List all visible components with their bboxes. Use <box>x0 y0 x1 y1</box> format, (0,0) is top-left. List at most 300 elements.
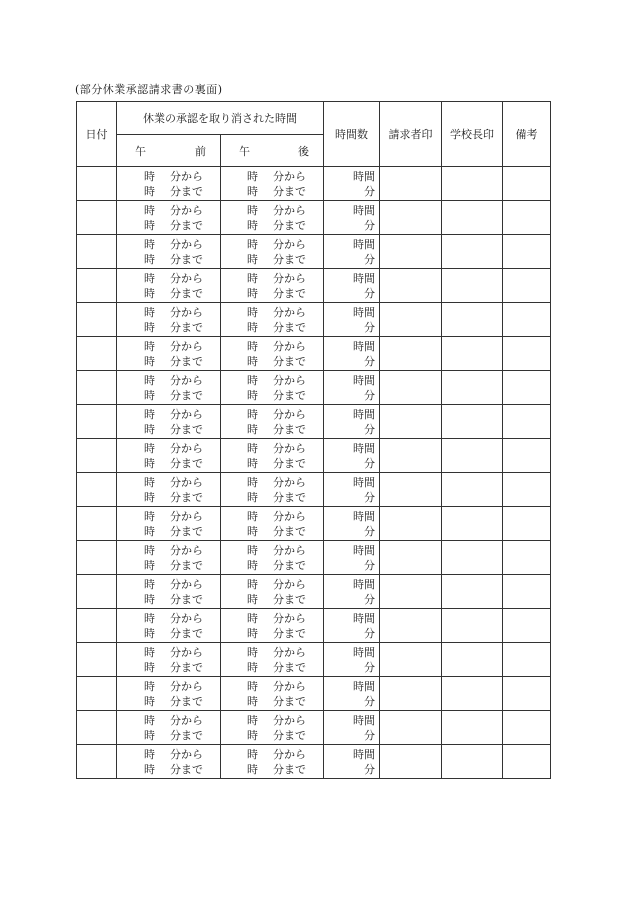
requester-seal-cell[interactable] <box>380 541 442 575</box>
until-label: 分まで <box>273 524 306 538</box>
hour-label: 時 <box>144 762 155 776</box>
pm-time-cell[interactable] <box>221 337 324 371</box>
pm-time-cell[interactable] <box>221 643 324 677</box>
from-label: 分から <box>273 441 306 455</box>
hours-label: 時間 <box>353 203 375 217</box>
hours-label: 時間 <box>353 441 375 455</box>
date-cell[interactable] <box>77 711 117 745</box>
from-label: 分から <box>170 203 203 217</box>
date-cell[interactable] <box>77 473 117 507</box>
am-time-cell[interactable] <box>117 439 221 473</box>
hour-label: 時 <box>247 660 258 674</box>
principal-seal-cell[interactable] <box>442 167 503 201</box>
from-label: 分から <box>273 475 306 489</box>
requester-seal-cell[interactable] <box>380 303 442 337</box>
until-label: 分まで <box>170 388 203 402</box>
date-cell[interactable] <box>77 609 117 643</box>
hour-label: 時 <box>247 320 258 334</box>
am-time-cell[interactable] <box>117 541 221 575</box>
from-label: 分から <box>170 237 203 251</box>
from-label: 分から <box>273 271 306 285</box>
principal-seal-cell[interactable] <box>442 609 503 643</box>
remarks-cell[interactable] <box>503 507 551 541</box>
requester-seal-cell[interactable] <box>380 677 442 711</box>
am-time-cell[interactable] <box>117 269 221 303</box>
form-rows <box>77 167 551 779</box>
hour-label: 時 <box>144 271 155 285</box>
hour-label: 時 <box>247 509 258 523</box>
hour-label: 時 <box>247 611 258 625</box>
hour-label: 時 <box>144 169 155 183</box>
hour-label: 時 <box>144 286 155 300</box>
remarks-cell[interactable] <box>503 643 551 677</box>
hour-label: 時 <box>247 694 258 708</box>
pm-time-cell[interactable] <box>221 269 324 303</box>
am-time-cell[interactable] <box>117 303 221 337</box>
hour-label: 時 <box>247 237 258 251</box>
pm-time-cell[interactable] <box>221 507 324 541</box>
hour-label: 時 <box>144 524 155 538</box>
until-label: 分まで <box>170 728 203 742</box>
minutes-label: 分 <box>364 660 375 674</box>
principal-seal-cell[interactable] <box>442 235 503 269</box>
table-row <box>77 473 551 507</box>
hour-label: 時 <box>144 218 155 232</box>
pm-time-cell[interactable] <box>221 473 324 507</box>
minutes-label: 分 <box>364 592 375 606</box>
table-row <box>77 677 551 711</box>
from-label: 分から <box>273 373 306 387</box>
principal-seal-cell[interactable] <box>442 269 503 303</box>
pm-time-cell[interactable] <box>221 167 324 201</box>
from-label: 分から <box>170 373 203 387</box>
hour-label: 時 <box>247 218 258 232</box>
table-row <box>77 507 551 541</box>
from-label: 分から <box>273 747 306 761</box>
am-time-cell[interactable] <box>117 643 221 677</box>
date-cell[interactable] <box>77 371 117 405</box>
minutes-label: 分 <box>364 694 375 708</box>
hours-cell[interactable] <box>324 167 380 201</box>
from-label: 分から <box>170 305 203 319</box>
requester-seal-cell[interactable] <box>380 711 442 745</box>
pm-time-cell[interactable] <box>221 303 324 337</box>
hour-label: 時 <box>247 475 258 489</box>
principal-seal-cell[interactable] <box>442 371 503 405</box>
principal-seal-cell[interactable] <box>442 473 503 507</box>
requester-seal-cell[interactable] <box>380 201 442 235</box>
until-label: 分まで <box>170 320 203 334</box>
hours-cell[interactable] <box>324 201 380 235</box>
principal-seal-cell[interactable] <box>442 643 503 677</box>
date-cell[interactable] <box>77 405 117 439</box>
hours-cell[interactable] <box>324 269 380 303</box>
until-label: 分まで <box>170 354 203 368</box>
table-row <box>77 711 551 745</box>
pm-time-cell[interactable] <box>221 541 324 575</box>
requester-seal-cell[interactable] <box>380 235 442 269</box>
header-hours: 時間数 <box>324 102 380 167</box>
hours-cell[interactable] <box>324 337 380 371</box>
date-cell[interactable] <box>77 541 117 575</box>
hour-label: 時 <box>144 320 155 334</box>
until-label: 分まで <box>273 558 306 572</box>
am-time-cell[interactable] <box>117 337 221 371</box>
from-label: 分から <box>273 645 306 659</box>
hour-label: 時 <box>247 441 258 455</box>
until-label: 分まで <box>273 762 306 776</box>
pm-time-cell[interactable] <box>221 677 324 711</box>
remarks-cell[interactable] <box>503 303 551 337</box>
pm-time-cell[interactable] <box>221 575 324 609</box>
hours-cell[interactable] <box>324 575 380 609</box>
hours-cell[interactable] <box>324 711 380 745</box>
until-label: 分まで <box>273 388 306 402</box>
hour-label: 時 <box>247 592 258 606</box>
hour-label: 時 <box>247 407 258 421</box>
minutes-label: 分 <box>364 490 375 504</box>
hour-label: 時 <box>247 762 258 776</box>
hour-label: 時 <box>247 339 258 353</box>
principal-seal-cell[interactable] <box>442 507 503 541</box>
am-time-cell[interactable] <box>117 507 221 541</box>
hour-label: 時 <box>247 169 258 183</box>
principal-seal-cell[interactable] <box>442 575 503 609</box>
until-label: 分まで <box>170 762 203 776</box>
remarks-cell[interactable] <box>503 473 551 507</box>
date-cell[interactable] <box>77 167 117 201</box>
table-row <box>77 575 551 609</box>
hours-cell[interactable] <box>324 643 380 677</box>
from-label: 分から <box>273 203 306 217</box>
until-label: 分まで <box>273 354 306 368</box>
hour-label: 時 <box>144 558 155 572</box>
header-am <box>117 135 221 167</box>
hour-label: 時 <box>144 713 155 727</box>
hour-label: 時 <box>247 626 258 640</box>
until-label: 分まで <box>170 592 203 606</box>
remarks-cell[interactable] <box>503 439 551 473</box>
until-label: 分まで <box>170 286 203 300</box>
date-cell[interactable] <box>77 575 117 609</box>
hours-label: 時間 <box>353 679 375 693</box>
partial-leave-cancel-table <box>76 101 551 779</box>
hours-cell[interactable] <box>324 541 380 575</box>
hour-label: 時 <box>247 286 258 300</box>
hour-label: 時 <box>247 388 258 402</box>
table-row <box>77 337 551 371</box>
hour-label: 時 <box>144 252 155 266</box>
hour-label: 時 <box>247 713 258 727</box>
from-label: 分から <box>170 475 203 489</box>
table-row <box>77 167 551 201</box>
hour-label: 時 <box>144 203 155 217</box>
hour-label: 時 <box>144 407 155 421</box>
remarks-cell[interactable] <box>503 575 551 609</box>
am-time-cell[interactable] <box>117 609 221 643</box>
table-row <box>77 269 551 303</box>
minutes-label: 分 <box>364 762 375 776</box>
minutes-label: 分 <box>364 388 375 402</box>
hour-label: 時 <box>144 441 155 455</box>
hour-label: 時 <box>144 543 155 557</box>
hours-cell[interactable] <box>324 677 380 711</box>
pm-time-cell[interactable] <box>221 439 324 473</box>
principal-seal-cell[interactable] <box>442 337 503 371</box>
hour-label: 時 <box>247 679 258 693</box>
am-time-cell[interactable] <box>117 711 221 745</box>
header-pm-left: 午 <box>239 144 250 158</box>
requester-seal-cell[interactable] <box>380 405 442 439</box>
hours-label: 時間 <box>353 611 375 625</box>
hours-label: 時間 <box>353 339 375 353</box>
requester-seal-cell[interactable] <box>380 269 442 303</box>
table-row <box>77 609 551 643</box>
requester-seal-cell[interactable] <box>380 473 442 507</box>
remarks-cell[interactable] <box>503 711 551 745</box>
requester-seal-cell[interactable] <box>380 167 442 201</box>
principal-seal-cell[interactable] <box>442 303 503 337</box>
minutes-label: 分 <box>364 558 375 572</box>
pm-time-cell[interactable] <box>221 235 324 269</box>
hour-label: 時 <box>144 490 155 504</box>
hour-label: 時 <box>247 524 258 538</box>
hour-label: 時 <box>144 456 155 470</box>
remarks-cell[interactable] <box>503 167 551 201</box>
hours-cell[interactable] <box>324 473 380 507</box>
hour-label: 時 <box>144 611 155 625</box>
from-label: 分から <box>273 577 306 591</box>
am-time-cell[interactable] <box>117 745 221 779</box>
hours-cell[interactable] <box>324 609 380 643</box>
hours-cell[interactable] <box>324 303 380 337</box>
header-canceled-time: 休業の承認を取り消された時間 <box>117 102 324 135</box>
remarks-cell[interactable] <box>503 677 551 711</box>
date-cell[interactable] <box>77 677 117 711</box>
from-label: 分から <box>170 713 203 727</box>
until-label: 分まで <box>170 456 203 470</box>
date-cell[interactable] <box>77 201 117 235</box>
date-cell[interactable] <box>77 745 117 779</box>
am-time-cell[interactable] <box>117 677 221 711</box>
pm-time-cell[interactable] <box>221 371 324 405</box>
header-principal-seal: 学校長印 <box>442 102 503 167</box>
from-label: 分から <box>170 577 203 591</box>
remarks-cell[interactable] <box>503 235 551 269</box>
until-label: 分まで <box>273 660 306 674</box>
hour-label: 時 <box>144 339 155 353</box>
header-remarks: 備考 <box>503 102 551 167</box>
until-label: 分まで <box>273 456 306 470</box>
header-pm-right: 後 <box>298 144 309 158</box>
date-cell[interactable] <box>77 303 117 337</box>
form-caption: (部分休業承認請求書の裏面) <box>75 83 223 96</box>
from-label: 分から <box>170 169 203 183</box>
date-cell[interactable] <box>77 507 117 541</box>
remarks-cell[interactable] <box>503 745 551 779</box>
remarks-cell[interactable] <box>503 371 551 405</box>
until-label: 分まで <box>170 252 203 266</box>
hour-label: 時 <box>247 577 258 591</box>
until-label: 分まで <box>170 422 203 436</box>
hour-label: 時 <box>144 592 155 606</box>
hour-label: 時 <box>144 645 155 659</box>
requester-seal-cell[interactable] <box>380 439 442 473</box>
hours-cell[interactable] <box>324 507 380 541</box>
hour-label: 時 <box>144 237 155 251</box>
minutes-label: 分 <box>364 626 375 640</box>
hours-cell[interactable] <box>324 439 380 473</box>
from-label: 分から <box>170 509 203 523</box>
remarks-cell[interactable] <box>503 201 551 235</box>
until-label: 分まで <box>170 626 203 640</box>
pm-time-cell[interactable] <box>221 405 324 439</box>
hours-label: 時間 <box>353 509 375 523</box>
date-cell[interactable] <box>77 269 117 303</box>
until-label: 分まで <box>170 218 203 232</box>
am-time-cell[interactable] <box>117 405 221 439</box>
hours-label: 時間 <box>353 169 375 183</box>
date-cell[interactable] <box>77 235 117 269</box>
remarks-cell[interactable] <box>503 337 551 371</box>
requester-seal-cell[interactable] <box>380 745 442 779</box>
principal-seal-cell[interactable] <box>442 405 503 439</box>
principal-seal-cell[interactable] <box>442 541 503 575</box>
hours-label: 時間 <box>353 475 375 489</box>
hour-label: 時 <box>247 252 258 266</box>
from-label: 分から <box>273 509 306 523</box>
minutes-label: 分 <box>364 728 375 742</box>
hour-label: 時 <box>144 354 155 368</box>
am-time-cell[interactable] <box>117 371 221 405</box>
requester-seal-cell[interactable] <box>380 371 442 405</box>
hour-label: 時 <box>144 660 155 674</box>
pm-time-cell[interactable] <box>221 711 324 745</box>
minutes-label: 分 <box>364 456 375 470</box>
pm-time-cell[interactable] <box>221 745 324 779</box>
am-time-cell[interactable] <box>117 167 221 201</box>
hour-label: 時 <box>247 543 258 557</box>
requester-seal-cell[interactable] <box>380 337 442 371</box>
am-time-cell[interactable] <box>117 235 221 269</box>
principal-seal-cell[interactable] <box>442 745 503 779</box>
am-time-cell[interactable] <box>117 473 221 507</box>
until-label: 分まで <box>273 728 306 742</box>
until-label: 分まで <box>273 422 306 436</box>
hour-label: 時 <box>144 728 155 742</box>
pm-time-cell[interactable] <box>221 609 324 643</box>
hours-label: 時間 <box>353 271 375 285</box>
hour-label: 時 <box>247 645 258 659</box>
principal-seal-cell[interactable] <box>442 677 503 711</box>
remarks-cell[interactable] <box>503 609 551 643</box>
hour-label: 時 <box>144 422 155 436</box>
hour-label: 時 <box>247 490 258 504</box>
principal-seal-cell[interactable] <box>442 201 503 235</box>
hour-label: 時 <box>247 203 258 217</box>
hour-label: 時 <box>144 747 155 761</box>
from-label: 分から <box>273 339 306 353</box>
hour-label: 時 <box>247 747 258 761</box>
until-label: 分まで <box>170 660 203 674</box>
hour-label: 時 <box>144 305 155 319</box>
table-row <box>77 643 551 677</box>
until-label: 分まで <box>273 320 306 334</box>
date-cell[interactable] <box>77 643 117 677</box>
minutes-label: 分 <box>364 354 375 368</box>
hour-label: 時 <box>247 422 258 436</box>
until-label: 分まで <box>170 694 203 708</box>
hours-label: 時間 <box>353 577 375 591</box>
hour-label: 時 <box>144 373 155 387</box>
table-row <box>77 541 551 575</box>
hours-label: 時間 <box>353 713 375 727</box>
table-row <box>77 371 551 405</box>
hour-label: 時 <box>247 271 258 285</box>
hour-label: 時 <box>247 456 258 470</box>
hours-cell[interactable] <box>324 371 380 405</box>
header-am-left: 午 <box>135 144 146 158</box>
from-label: 分から <box>170 611 203 625</box>
from-label: 分から <box>273 305 306 319</box>
date-cell[interactable] <box>77 337 117 371</box>
minutes-label: 分 <box>364 524 375 538</box>
from-label: 分から <box>273 679 306 693</box>
hour-label: 時 <box>247 305 258 319</box>
table-row <box>77 745 551 779</box>
date-cell[interactable] <box>77 439 117 473</box>
until-label: 分まで <box>273 626 306 640</box>
hours-cell[interactable] <box>324 235 380 269</box>
hours-label: 時間 <box>353 237 375 251</box>
minutes-label: 分 <box>364 252 375 266</box>
requester-seal-cell[interactable] <box>380 643 442 677</box>
principal-seal-cell[interactable] <box>442 439 503 473</box>
requester-seal-cell[interactable] <box>380 507 442 541</box>
minutes-label: 分 <box>364 184 375 198</box>
until-label: 分まで <box>170 524 203 538</box>
until-label: 分まで <box>273 490 306 504</box>
from-label: 分から <box>273 543 306 557</box>
pm-time-cell[interactable] <box>221 201 324 235</box>
requester-seal-cell[interactable] <box>380 609 442 643</box>
principal-seal-cell[interactable] <box>442 711 503 745</box>
from-label: 分から <box>170 747 203 761</box>
remarks-cell[interactable] <box>503 405 551 439</box>
hour-label: 時 <box>144 475 155 489</box>
requester-seal-cell[interactable] <box>380 575 442 609</box>
hours-cell[interactable] <box>324 745 380 779</box>
hours-label: 時間 <box>353 407 375 421</box>
hours-cell[interactable] <box>324 405 380 439</box>
until-label: 分まで <box>170 490 203 504</box>
hour-label: 時 <box>247 558 258 572</box>
from-label: 分から <box>170 679 203 693</box>
from-label: 分から <box>170 441 203 455</box>
am-time-cell[interactable] <box>117 201 221 235</box>
remarks-cell[interactable] <box>503 269 551 303</box>
table-row <box>77 201 551 235</box>
remarks-cell[interactable] <box>503 541 551 575</box>
hour-label: 時 <box>144 184 155 198</box>
from-label: 分から <box>273 237 306 251</box>
table-row <box>77 235 551 269</box>
from-label: 分から <box>273 169 306 183</box>
header-am-right: 前 <box>195 144 206 158</box>
table-row <box>77 405 551 439</box>
hours-label: 時間 <box>353 747 375 761</box>
am-time-cell[interactable] <box>117 575 221 609</box>
